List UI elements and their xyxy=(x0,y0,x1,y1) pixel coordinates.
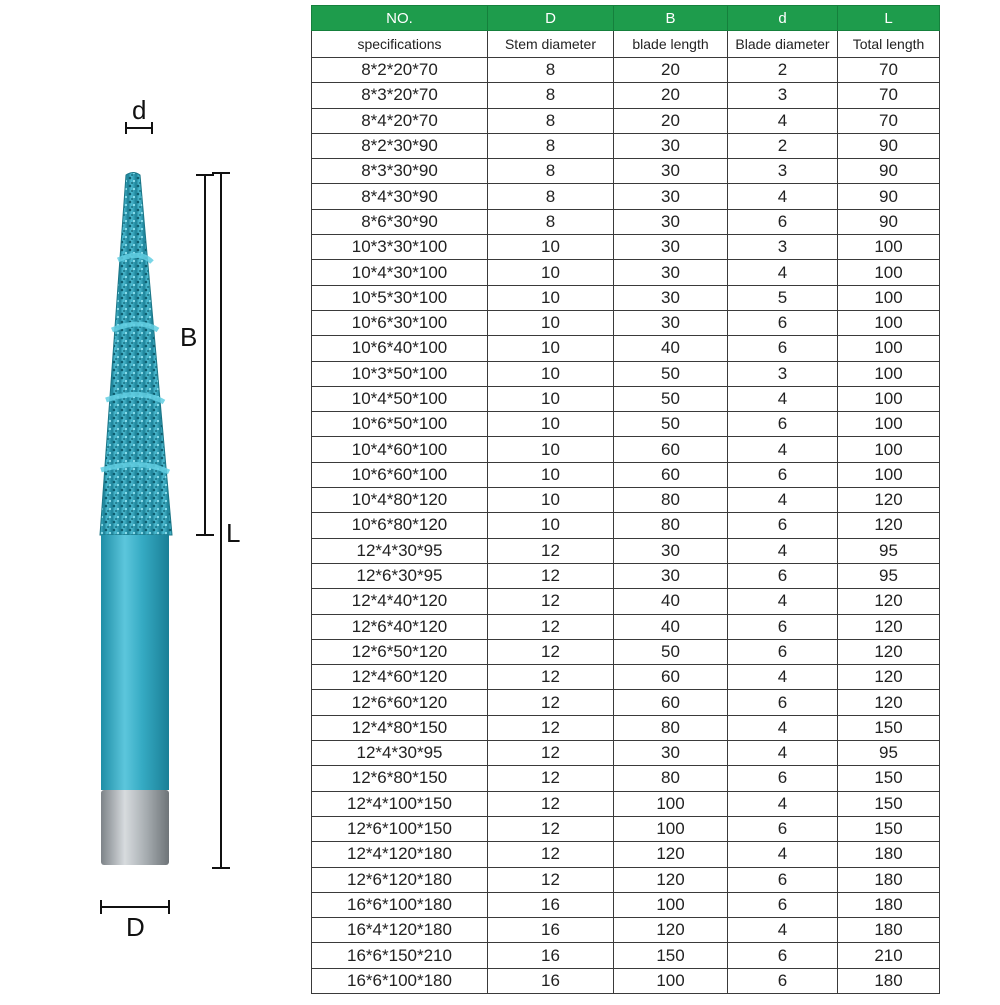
cell-specification: 10*4*50*100 xyxy=(312,386,488,411)
table-row xyxy=(312,538,940,563)
cell-total-length: 150 xyxy=(838,816,940,841)
cell-blade-length: 50 xyxy=(614,361,728,386)
cell-specification: 10*6*50*100 xyxy=(312,412,488,437)
cell-stem-diameter: 10 xyxy=(488,336,614,361)
cell-total-length: 180 xyxy=(838,918,940,943)
cell-blade-diameter: 6 xyxy=(728,892,838,917)
cell-blade-diameter: 4 xyxy=(728,665,838,690)
cell-blade-diameter: 4 xyxy=(728,538,838,563)
cell-specification: 12*6*100*150 xyxy=(312,816,488,841)
cell-blade-diameter: 3 xyxy=(728,361,838,386)
cell-specification: 12*4*120*180 xyxy=(312,842,488,867)
cell-blade-length: 20 xyxy=(614,58,728,83)
cell-specification: 12*6*60*120 xyxy=(312,690,488,715)
cell-stem-diameter: 8 xyxy=(488,133,614,158)
cell-blade-diameter: 6 xyxy=(728,614,838,639)
table-row xyxy=(312,209,940,234)
cell-blade-diameter: 4 xyxy=(728,715,838,740)
table-row xyxy=(312,563,940,588)
cell-blade-length: 80 xyxy=(614,488,728,513)
cell-total-length: 100 xyxy=(838,386,940,411)
table-row xyxy=(312,639,940,664)
cell-stem-diameter: 10 xyxy=(488,260,614,285)
cell-blade-diameter: 2 xyxy=(728,58,838,83)
cell-specification: 16*6*100*180 xyxy=(312,968,488,993)
cell-stem-diameter: 12 xyxy=(488,867,614,892)
cell-total-length: 100 xyxy=(838,310,940,335)
cell-blade-diameter: 3 xyxy=(728,159,838,184)
cell-blade-diameter: 3 xyxy=(728,235,838,260)
bit-illustration xyxy=(0,0,300,1000)
header-no: NO. xyxy=(312,6,488,31)
cell-blade-length: 50 xyxy=(614,386,728,411)
cell-blade-diameter: 6 xyxy=(728,310,838,335)
b-dimension xyxy=(196,175,214,535)
cell-stem-diameter: 8 xyxy=(488,108,614,133)
cell-stem-diameter: 10 xyxy=(488,488,614,513)
cell-total-length: 180 xyxy=(838,842,940,867)
table-row xyxy=(312,184,940,209)
cell-stem-diameter: 16 xyxy=(488,892,614,917)
cell-specification: 12*6*80*150 xyxy=(312,766,488,791)
cell-stem-diameter: 10 xyxy=(488,235,614,260)
table-row xyxy=(312,235,940,260)
cell-blade-diameter: 3 xyxy=(728,83,838,108)
cell-blade-diameter: 6 xyxy=(728,209,838,234)
cell-specification: 12*6*120*180 xyxy=(312,867,488,892)
cell-blade-diameter: 6 xyxy=(728,816,838,841)
cell-stem-diameter: 12 xyxy=(488,665,614,690)
cell-blade-length: 100 xyxy=(614,791,728,816)
cell-specification: 10*4*60*100 xyxy=(312,437,488,462)
cell-stem-diameter: 12 xyxy=(488,842,614,867)
table-row xyxy=(312,741,940,766)
label-stem-diameter: D xyxy=(126,912,145,942)
cell-blade-length: 100 xyxy=(614,892,728,917)
cell-specification: 12*4*80*150 xyxy=(312,715,488,740)
cell-specification: 10*6*40*100 xyxy=(312,336,488,361)
table-row xyxy=(312,943,940,968)
table-row xyxy=(312,892,940,917)
cell-total-length: 180 xyxy=(838,968,940,993)
cell-blade-diameter: 6 xyxy=(728,462,838,487)
cell-blade-diameter: 6 xyxy=(728,867,838,892)
cell-total-length: 150 xyxy=(838,715,940,740)
cell-specification: 10*3*30*100 xyxy=(312,235,488,260)
cell-total-length: 100 xyxy=(838,235,940,260)
cell-blade-length: 120 xyxy=(614,842,728,867)
cell-stem-diameter: 12 xyxy=(488,614,614,639)
cell-blade-length: 80 xyxy=(614,513,728,538)
cell-stem-diameter: 12 xyxy=(488,741,614,766)
cell-total-length: 100 xyxy=(838,412,940,437)
cell-total-length: 100 xyxy=(838,336,940,361)
cell-stem-diameter: 12 xyxy=(488,690,614,715)
cell-total-length: 120 xyxy=(838,639,940,664)
cell-stem-diameter: 16 xyxy=(488,968,614,993)
table-row xyxy=(312,665,940,690)
cell-stem-diameter: 8 xyxy=(488,159,614,184)
cell-stem-diameter: 16 xyxy=(488,918,614,943)
cell-specification: 12*6*30*95 xyxy=(312,563,488,588)
cell-total-length: 100 xyxy=(838,285,940,310)
cell-specification: 12*4*100*150 xyxy=(312,791,488,816)
cell-blade-diameter: 6 xyxy=(728,690,838,715)
cell-specification: 12*4*30*95 xyxy=(312,538,488,563)
cell-total-length: 70 xyxy=(838,108,940,133)
cell-specification: 8*2*20*70 xyxy=(312,58,488,83)
cell-stem-diameter: 10 xyxy=(488,285,614,310)
cell-blade-diameter: 6 xyxy=(728,766,838,791)
cell-specification: 16*6*150*210 xyxy=(312,943,488,968)
cell-blade-diameter: 6 xyxy=(728,336,838,361)
cell-total-length: 100 xyxy=(838,437,940,462)
cell-stem-diameter: 10 xyxy=(488,462,614,487)
table-row xyxy=(312,918,940,943)
cell-total-length: 120 xyxy=(838,488,940,513)
table-row xyxy=(312,791,940,816)
cell-blade-diameter: 4 xyxy=(728,184,838,209)
cell-blade-diameter: 4 xyxy=(728,488,838,513)
cell-total-length: 120 xyxy=(838,589,940,614)
cell-specification: 12*4*60*120 xyxy=(312,665,488,690)
cell-stem-diameter: 12 xyxy=(488,639,614,664)
cell-total-length: 120 xyxy=(838,690,940,715)
router-bit-drawing xyxy=(0,0,300,1000)
cell-blade-length: 80 xyxy=(614,766,728,791)
table-row xyxy=(312,58,940,83)
cell-specification: 8*4*30*90 xyxy=(312,184,488,209)
cell-blade-length: 20 xyxy=(614,83,728,108)
cell-specification: 10*5*30*100 xyxy=(312,285,488,310)
subheader-total-length: Total length xyxy=(838,31,940,58)
cell-blade-length: 30 xyxy=(614,133,728,158)
cell-specification: 8*6*30*90 xyxy=(312,209,488,234)
cell-total-length: 120 xyxy=(838,513,940,538)
cell-stem-diameter: 8 xyxy=(488,209,614,234)
cell-stem-diameter: 12 xyxy=(488,791,614,816)
table-row xyxy=(312,867,940,892)
cell-specification: 16*6*100*180 xyxy=(312,892,488,917)
cell-blade-length: 40 xyxy=(614,336,728,361)
subheader-specifications: specifications xyxy=(312,31,488,58)
cell-blade-diameter: 4 xyxy=(728,842,838,867)
cell-stem-diameter: 10 xyxy=(488,437,614,462)
cell-total-length: 180 xyxy=(838,892,940,917)
cell-blade-length: 30 xyxy=(614,310,728,335)
cell-stem-diameter: 8 xyxy=(488,184,614,209)
label-blade-length: B xyxy=(180,322,198,352)
cell-total-length: 95 xyxy=(838,563,940,588)
cell-specification: 12*6*40*120 xyxy=(312,614,488,639)
cell-blade-length: 30 xyxy=(614,184,728,209)
cell-blade-length: 60 xyxy=(614,462,728,487)
table-row xyxy=(312,437,940,462)
cell-stem-diameter: 10 xyxy=(488,513,614,538)
subheader-blade-length: blade length xyxy=(614,31,728,58)
header-d-blade: d xyxy=(728,6,838,31)
table-row xyxy=(312,462,940,487)
cell-total-length: 120 xyxy=(838,665,940,690)
cell-specification: 12*4*40*120 xyxy=(312,589,488,614)
table-row xyxy=(312,488,940,513)
subheader-blade-diameter: Blade diameter xyxy=(728,31,838,58)
cell-blade-length: 40 xyxy=(614,589,728,614)
cell-total-length: 210 xyxy=(838,943,940,968)
cell-total-length: 150 xyxy=(838,766,940,791)
cell-blade-diameter: 4 xyxy=(728,260,838,285)
table-row xyxy=(312,361,940,386)
table-row xyxy=(312,842,940,867)
table-row xyxy=(312,412,940,437)
cell-stem-diameter: 10 xyxy=(488,361,614,386)
cell-specification: 8*2*30*90 xyxy=(312,133,488,158)
cell-blade-length: 100 xyxy=(614,968,728,993)
cell-blade-diameter: 6 xyxy=(728,412,838,437)
table-row xyxy=(312,108,940,133)
cell-specification: 10*4*30*100 xyxy=(312,260,488,285)
table-row xyxy=(312,816,940,841)
table-header-row xyxy=(312,6,940,31)
cell-stem-diameter: 12 xyxy=(488,715,614,740)
table-row xyxy=(312,715,940,740)
cell-blade-length: 120 xyxy=(614,867,728,892)
header-d-stem: D xyxy=(488,6,614,31)
shank-steel-end xyxy=(101,790,169,865)
cell-stem-diameter: 12 xyxy=(488,766,614,791)
cell-blade-diameter: 4 xyxy=(728,741,838,766)
cell-blade-length: 30 xyxy=(614,235,728,260)
table-subheader-row xyxy=(312,31,940,58)
table-row xyxy=(312,133,940,158)
cell-blade-diameter: 4 xyxy=(728,918,838,943)
cell-stem-diameter: 16 xyxy=(488,943,614,968)
cell-specification: 10*4*80*120 xyxy=(312,488,488,513)
cell-blade-length: 100 xyxy=(614,816,728,841)
cell-total-length: 90 xyxy=(838,133,940,158)
table-row xyxy=(312,159,940,184)
cell-blade-length: 30 xyxy=(614,285,728,310)
cell-total-length: 95 xyxy=(838,538,940,563)
cell-total-length: 90 xyxy=(838,159,940,184)
cell-total-length: 100 xyxy=(838,462,940,487)
cell-blade-diameter: 4 xyxy=(728,589,838,614)
cell-stem-diameter: 10 xyxy=(488,310,614,335)
cell-specification: 8*4*20*70 xyxy=(312,108,488,133)
table-row xyxy=(312,614,940,639)
cell-blade-diameter: 6 xyxy=(728,563,838,588)
cell-total-length: 100 xyxy=(838,361,940,386)
cell-stem-diameter: 12 xyxy=(488,816,614,841)
cell-blade-length: 50 xyxy=(614,412,728,437)
cell-total-length: 95 xyxy=(838,741,940,766)
cell-blade-length: 40 xyxy=(614,614,728,639)
label-total-length: L xyxy=(226,518,241,548)
cell-total-length: 90 xyxy=(838,209,940,234)
cell-stem-diameter: 12 xyxy=(488,538,614,563)
cell-specification: 12*4*30*95 xyxy=(312,741,488,766)
blade-cone xyxy=(100,173,172,536)
cell-blade-diameter: 6 xyxy=(728,639,838,664)
cell-specification: 8*3*20*70 xyxy=(312,83,488,108)
cell-specification: 10*6*60*100 xyxy=(312,462,488,487)
cell-specification: 12*6*50*120 xyxy=(312,639,488,664)
cell-blade-diameter: 6 xyxy=(728,968,838,993)
table-row xyxy=(312,310,940,335)
specification-table xyxy=(311,5,940,994)
table-row xyxy=(312,285,940,310)
header-l-total: L xyxy=(838,6,940,31)
cell-total-length: 120 xyxy=(838,614,940,639)
cell-specification: 10*3*50*100 xyxy=(312,361,488,386)
cell-blade-length: 30 xyxy=(614,538,728,563)
cell-blade-length: 60 xyxy=(614,690,728,715)
cell-blade-diameter: 4 xyxy=(728,791,838,816)
table-row xyxy=(312,386,940,411)
cell-blade-diameter: 5 xyxy=(728,285,838,310)
shank xyxy=(101,535,169,790)
cell-blade-length: 50 xyxy=(614,639,728,664)
cell-blade-length: 30 xyxy=(614,159,728,184)
table-row xyxy=(312,968,940,993)
cell-total-length: 150 xyxy=(838,791,940,816)
table-row xyxy=(312,589,940,614)
cell-stem-diameter: 10 xyxy=(488,386,614,411)
cell-blade-length: 30 xyxy=(614,209,728,234)
table-row xyxy=(312,336,940,361)
cell-specification: 16*4*120*180 xyxy=(312,918,488,943)
table-row xyxy=(312,83,940,108)
subheader-stem-diameter: Stem diameter xyxy=(488,31,614,58)
cell-blade-length: 60 xyxy=(614,437,728,462)
table-body xyxy=(312,58,940,994)
table-row xyxy=(312,690,940,715)
cell-stem-diameter: 12 xyxy=(488,563,614,588)
cell-stem-diameter: 10 xyxy=(488,412,614,437)
cell-specification: 10*6*80*120 xyxy=(312,513,488,538)
cell-blade-diameter: 2 xyxy=(728,133,838,158)
cell-total-length: 70 xyxy=(838,58,940,83)
cell-blade-diameter: 6 xyxy=(728,513,838,538)
cell-blade-length: 150 xyxy=(614,943,728,968)
cell-specification: 10*6*30*100 xyxy=(312,310,488,335)
cell-total-length: 70 xyxy=(838,83,940,108)
table-row xyxy=(312,513,940,538)
cell-blade-diameter: 4 xyxy=(728,437,838,462)
cell-blade-length: 30 xyxy=(614,741,728,766)
header-b-blade-length: B xyxy=(614,6,728,31)
cell-blade-diameter: 6 xyxy=(728,943,838,968)
cell-blade-length: 30 xyxy=(614,563,728,588)
table-row xyxy=(312,260,940,285)
cell-stem-diameter: 8 xyxy=(488,83,614,108)
cell-blade-diameter: 4 xyxy=(728,108,838,133)
cell-specification: 8*3*30*90 xyxy=(312,159,488,184)
cell-blade-length: 60 xyxy=(614,665,728,690)
cell-blade-length: 120 xyxy=(614,918,728,943)
cell-total-length: 90 xyxy=(838,184,940,209)
cell-total-length: 180 xyxy=(838,867,940,892)
label-blade-diameter: d xyxy=(132,95,147,125)
cell-blade-length: 30 xyxy=(614,260,728,285)
cell-stem-diameter: 12 xyxy=(488,589,614,614)
cell-stem-diameter: 8 xyxy=(488,58,614,83)
cell-blade-length: 80 xyxy=(614,715,728,740)
cell-blade-length: 20 xyxy=(614,108,728,133)
cell-total-length: 100 xyxy=(838,260,940,285)
cell-blade-diameter: 4 xyxy=(728,386,838,411)
table-row xyxy=(312,766,940,791)
